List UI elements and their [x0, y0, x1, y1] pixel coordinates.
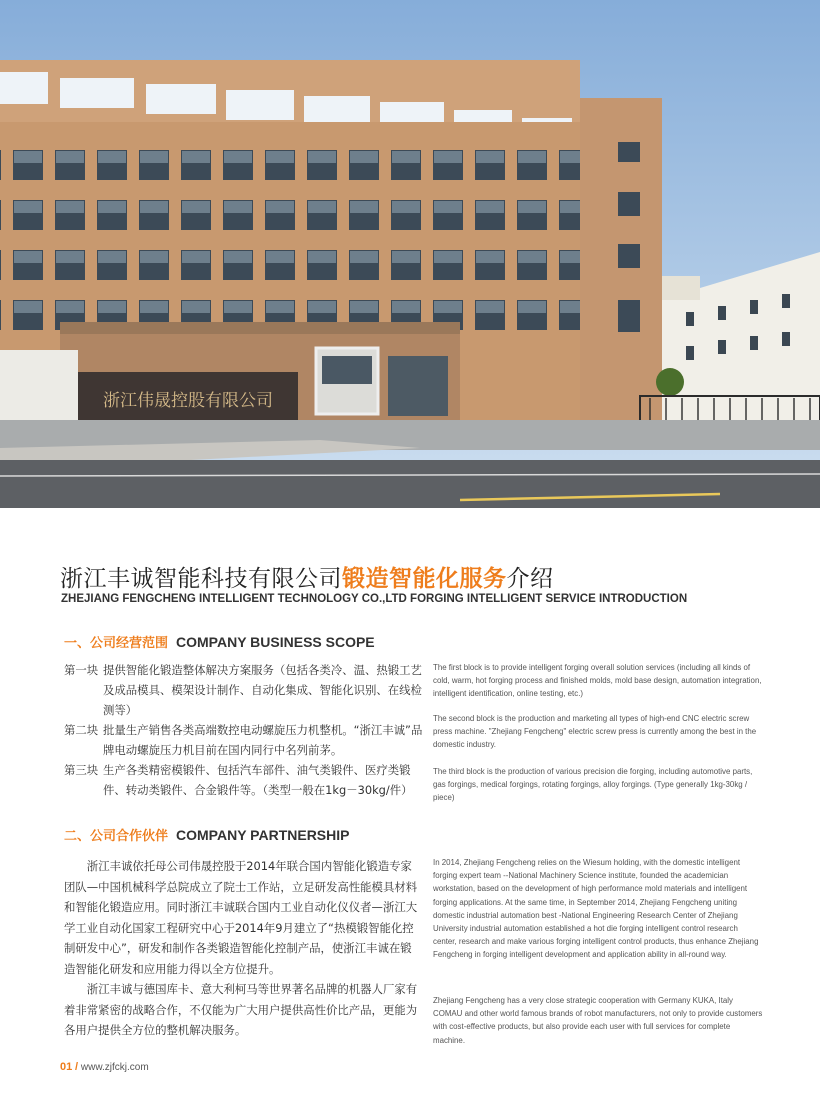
- page-subtitle-en: ZHEJIANG FENGCHENG INTELLIGENT TECHNOLOGY CO.,LTD FORGING INTELLIGENT SERVICE INTRODUCTION: [61, 593, 688, 605]
- partnership-paragraph-2-en: Zhejiang Fengcheng has a very close strategic cooperation with Germany KUKA, Italy COMAU and other world famous brands of robot manufacturers, not only to provide customers with cost-effective products, but also provide each user with full services for complete machine.: [433, 996, 763, 1045]
- title-prefix: 浙江丰诚智能科技有限公司: [60, 566, 342, 592]
- block-text: 批量生产销售各类高端数控电动螺旋压力机整机。“浙江丰诚”品牌电动螺旋压力机目前在国内同行中名列前茅。: [103, 723, 423, 757]
- page-footer: [60, 1061, 149, 1073]
- section-heading-cn: 二、公司合作伙伴: [64, 829, 169, 844]
- business-blocks-cn: [64, 660, 424, 800]
- section-heading-en: COMPANY BUSINESS SCOPE: [176, 634, 375, 650]
- block-label: 第二块: [64, 723, 99, 737]
- section-heading-en: COMPANY PARTNERSHIP: [176, 827, 350, 843]
- section-heading-cn: 一、公司经营范围: [64, 636, 169, 651]
- business-block-2: [64, 720, 424, 760]
- section-heading-partnership: [64, 825, 349, 844]
- partnership-text-cn: [64, 856, 420, 1041]
- section-heading-business-scope: [64, 632, 375, 651]
- block-text: 生产各类精密模锻件、包括汽车部件、油气类锻件、医疗类锻件、转动类锻件、合金锻件等。（类型一般在1kg－30kg/件）: [103, 763, 413, 797]
- website-link[interactable]: www.zjfckj.com: [80, 1062, 149, 1073]
- hero-photo: [0, 0, 820, 508]
- page-title: [60, 560, 554, 593]
- title-highlight: 锻造智能化服务: [342, 566, 507, 592]
- partnership-paragraph-1: 浙江丰诚依托母公司伟晟控股于2014年联合国内智能化锻造专家团队—中国机械科学总院成立了院士工作站，立足研发高性能模具材料和智能化锻造应用。同时浙江丰诚联合国内工业自动化仪仪者—浙江大学工业自动化国家工程研究中心于2014年9月建立了“热模锻智能化控制研发中心”，研发和制作各类锻造智能化控制产品，使浙江丰诚在锻造智能化研发和应用能力得以全方位提升。: [64, 859, 418, 976]
- partnership-paragraph-2: 浙江丰诚与德国库卡、意大利柯马等世界著名品牌的机器人厂家有着非常紧密的战略合作，不仅能为广大用户提供高性价比产品，更能为各用户提供全方位的整机解决服务。: [64, 982, 418, 1037]
- title-suffix: 介绍: [506, 566, 554, 592]
- partnership-paragraph-1-en: In 2014, Zhejiang Fengcheng relies on the Wiesum holding, with the domestic intelligent forging expert team --National Machinery Science institute, founded the academician workstation, based on the development of high performance mold materials and intelligent forging applications. At the same time, in September 2014, Zhejiang Fengcheng uniting domestic industrial automation best -National Engineering Research Center of Zhejiang University industrial automation established a hot die forging intelligent control research center, research and make various forging intelligent control products, thus enhance Zhejiang Fengcheng in forging intelligent development and application ability in all-round way.: [433, 858, 759, 960]
- footer-separator: /: [75, 1061, 79, 1073]
- business-block-2-en: The second block is the production and marketing all types of high-end CNC electric screw press machine. "Zhejiang Fengcheng" electric screw press is currently among the best in the domestic industry.: [433, 714, 757, 750]
- block-label: 第一块: [64, 663, 99, 677]
- business-block-1-en: The first block is to provide intelligent forging overall solution services (including all kinds of cold, warm, hot forging process and finished molds, mold base design, automation integration, intelligent identification, online testing, etc.): [433, 663, 762, 699]
- business-block-3: [64, 760, 424, 800]
- sign-text: 浙江伟晟控股有限公司: [103, 391, 273, 411]
- block-label: 第三块: [64, 763, 99, 777]
- factory-building-image: [0, 0, 820, 508]
- business-block-3-en: The third block is the production of various precision die forging, including automotive parts, gas forgings, medical forgings, rotating forgings, alloy forgings. (Type generally 1kg-30kg / piece): [433, 767, 753, 803]
- business-block-1: [64, 660, 424, 720]
- block-text: 提供智能化锻造整体解决方案服务（包括各类冷、温、热锻工艺及成品模具、模架设计制作、自动化集成、智能化识别、在线检测等）: [103, 663, 422, 717]
- page-number: 01: [60, 1061, 73, 1073]
